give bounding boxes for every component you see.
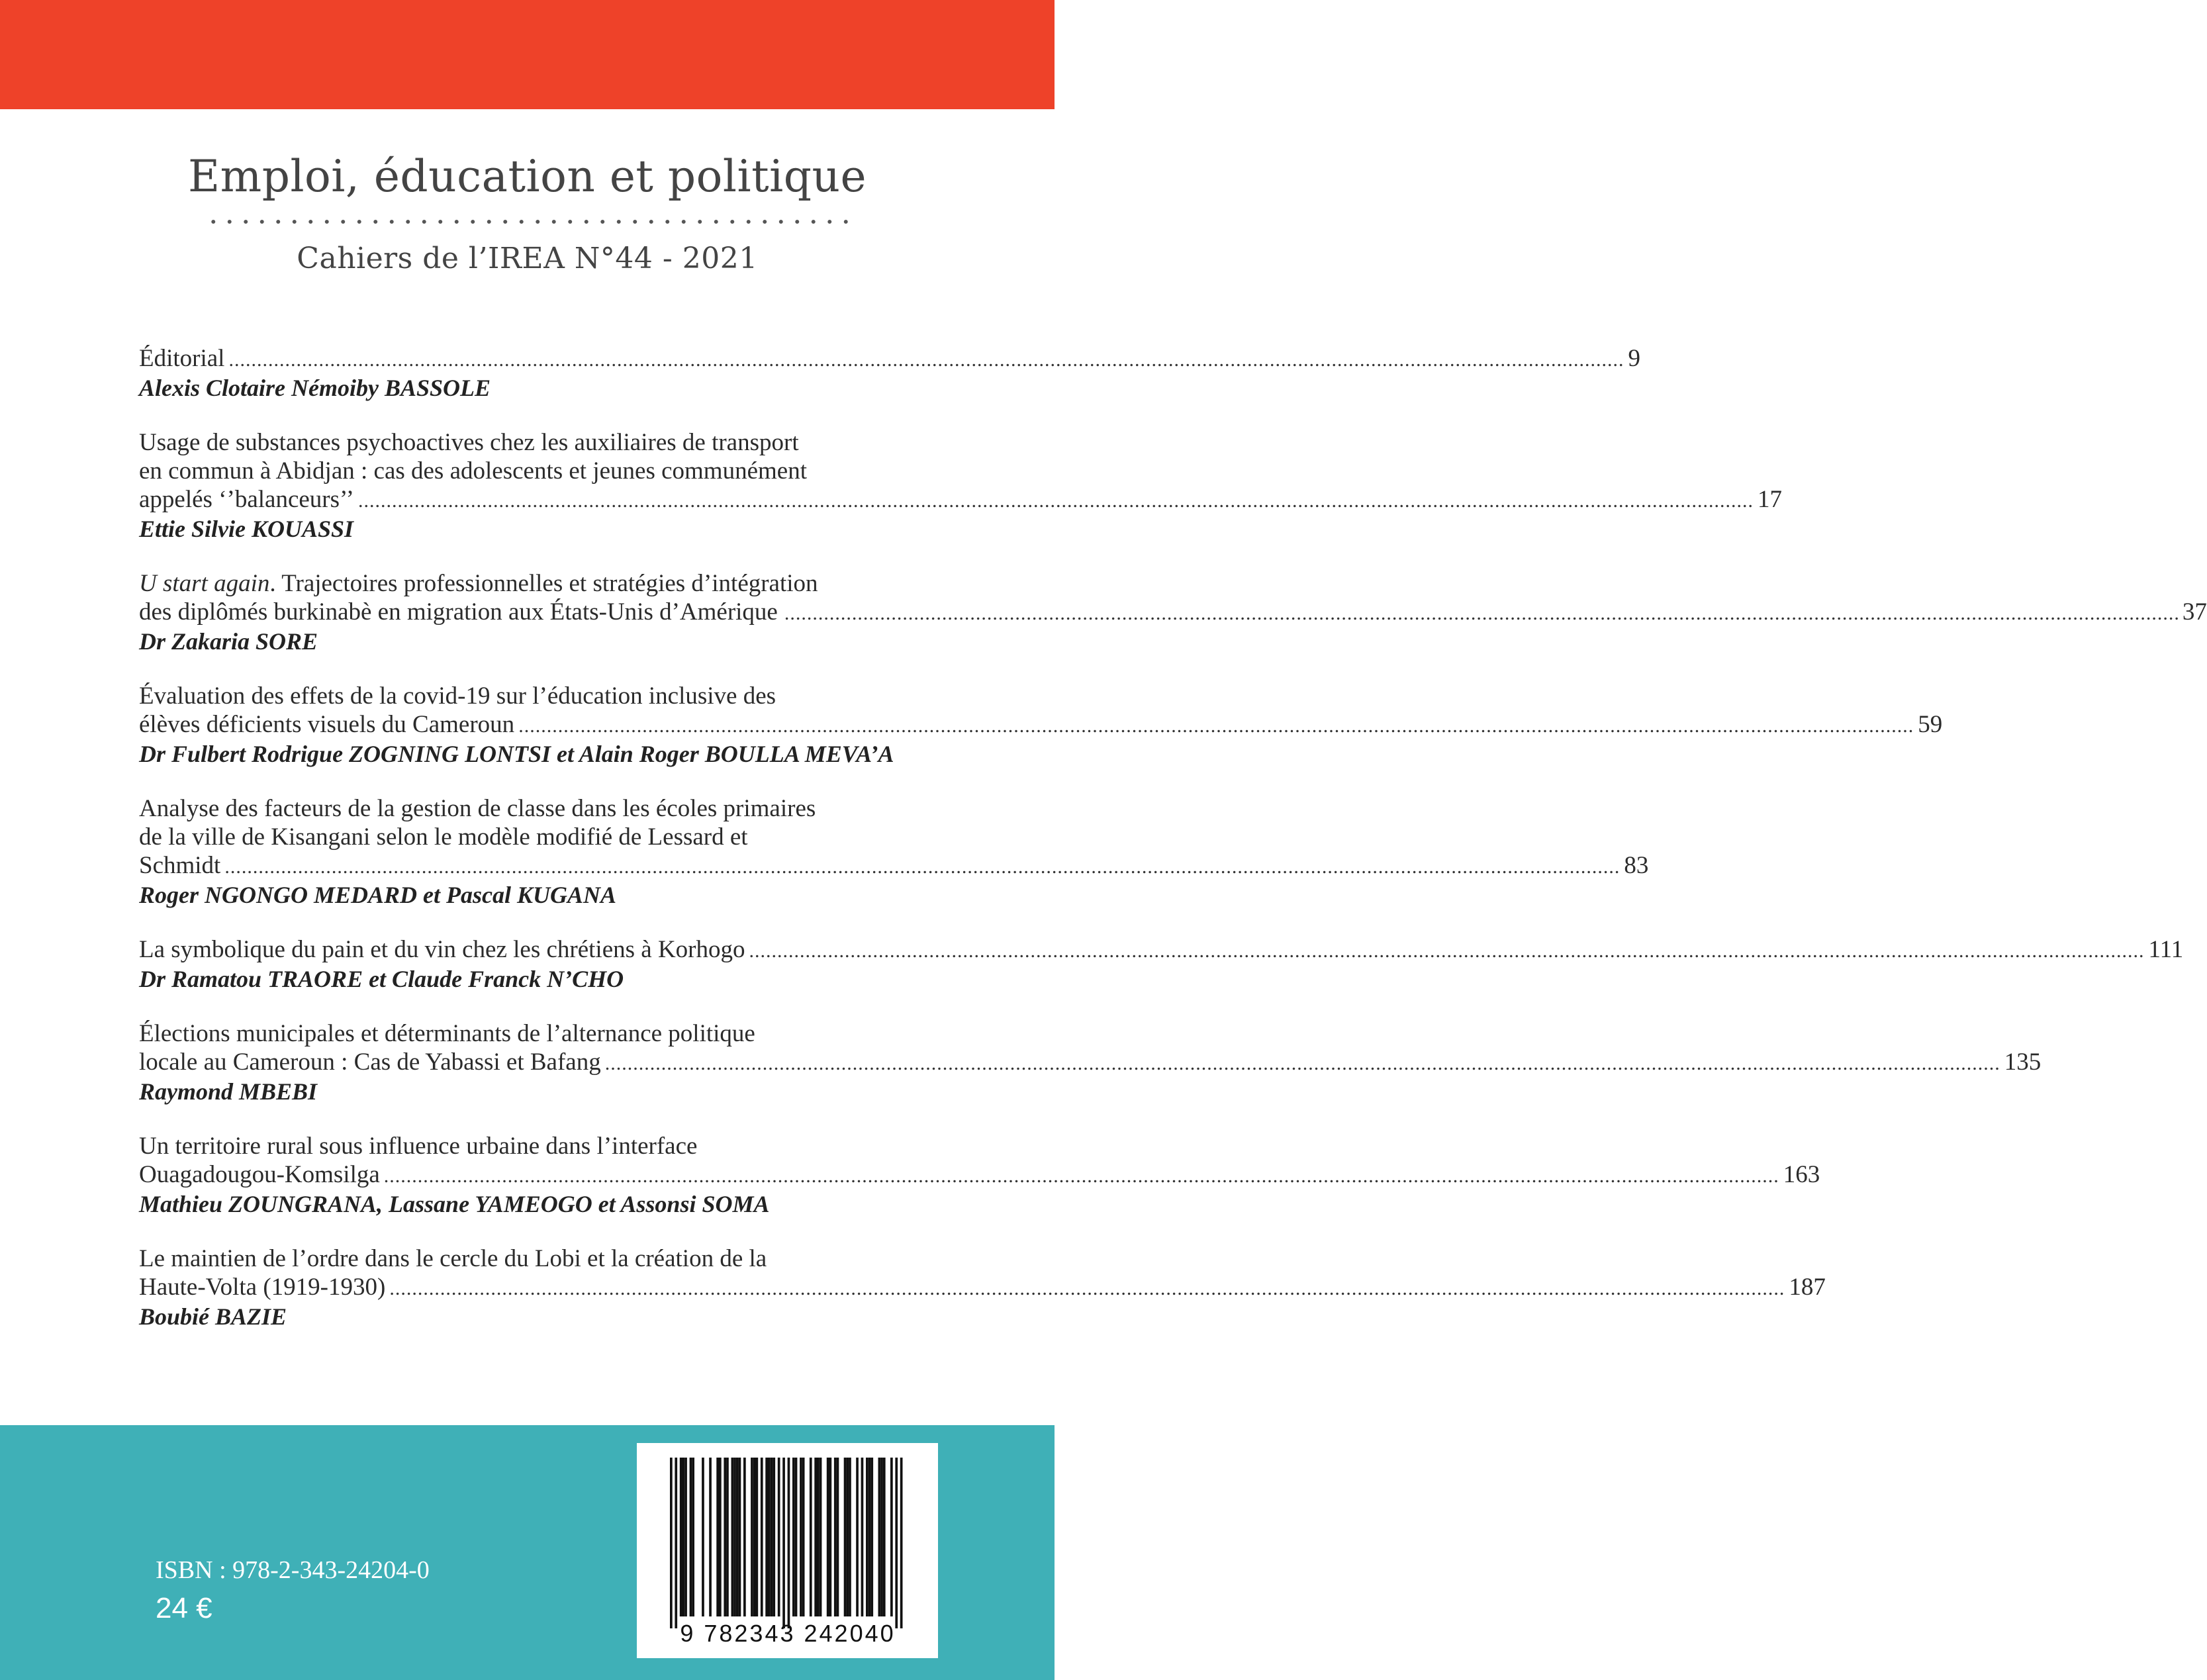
dot-leader [224,853,1620,881]
barcode-bar [866,1458,869,1616]
dotted-divider [205,218,854,225]
toc-entry-title: des diplômés burkinabè en migration aux États-Unis d’Amérique [139,598,778,626]
toc-author: Dr Fulbert Rodrigue ZOGNING LONTSI et Alain Roger BOULLA MEVA’A [139,741,894,767]
barcode-bar [795,1458,798,1616]
dot-leader [358,487,1754,515]
toc-page-number: 59 [1918,711,1943,738]
barcode-bar [810,1458,812,1616]
dot-leader [389,1274,1785,1303]
barcode-graphic [637,1443,938,1658]
price: 24 € [156,1592,212,1624]
dot-leader [518,712,1914,740]
toc-entry-title: Élections municipales et déterminants de l’alternance politique [139,1020,755,1047]
toc-author: Boubié BAZIE [139,1303,287,1330]
toc-page-number: 17 [1757,486,1782,513]
toc-author: Dr Zakaria SORE [139,628,318,655]
barcode-bar [827,1458,829,1616]
toc-entry [139,682,1943,769]
table-of-contents [139,344,2207,1357]
barcode-bar [768,1458,771,1616]
toc-author: Mathieu ZOUNGRANA, Lassane YAMEOGO et Assonsi SOMA [139,1191,770,1217]
barcode-bar [690,1458,692,1616]
dot-leader [749,937,2145,965]
barcode-bar [782,1458,785,1628]
barcode-bar [675,1458,677,1628]
toc-entry [139,935,2184,994]
barcode-bar [792,1458,795,1616]
barcode-bar [788,1458,790,1628]
barcode-bar [800,1458,802,1616]
barcode-bar [870,1458,873,1616]
barcode-bar [880,1458,883,1616]
barcode-bar [883,1458,886,1616]
dot-leader [228,346,1624,374]
barcode-bar [771,1458,773,1616]
toc-entry-title: élèves déficients visuels du Cameroun [139,711,515,738]
barcode-bar [814,1458,817,1616]
barcode-bar [751,1458,753,1616]
barcode-bar [733,1458,736,1616]
barcode-bar [773,1458,775,1616]
barcode-bar [756,1458,759,1616]
toc-entry-title: Évaluation des effets de la covid-19 sur l’éducation inclusive des [139,682,776,710]
barcode-bar [670,1458,673,1628]
book-title: Emploi, éducation et politique [187,151,867,202]
toc-title-rest: . Trajectoires professionnelles et stratégies d’intégration [269,570,818,597]
toc-entry-title: en commun à Abidjan : cas des adolescents et jeunes communément [139,457,807,485]
toc-entry [139,344,1640,402]
barcode-bar [890,1458,893,1616]
barcode-bar [817,1458,820,1616]
toc-entry-title: Haute-Volta (1919-1930) [139,1274,386,1301]
toc-entry-title: Éditorial [139,345,225,372]
barcode-bar [861,1458,864,1616]
dot-leader [605,1049,2000,1078]
toc-page-number: 187 [1789,1274,1826,1301]
barcode-bar [820,1458,822,1616]
barcode-bar [778,1458,780,1616]
toc-entry [139,794,1649,910]
barcode-bar [878,1458,881,1616]
toc-entry-title: appelés ‘’balanceurs’’ [139,486,354,513]
barcode-bar [743,1458,746,1616]
barcode-bar [765,1458,768,1616]
toc-entry-title: Un territoire rural sous influence urbaine dans l’interface [139,1133,698,1160]
toc-entry-title [139,569,907,598]
toc-entry [139,1244,1826,1331]
barcode-bar [739,1458,741,1616]
barcode-bar [726,1458,729,1616]
toc-entry-title: Analyse des facteurs de la gestion de classe dans les écoles primaires [139,795,816,822]
barcode-bar [724,1458,726,1616]
top-color-band [0,0,1055,109]
barcode-bar [900,1458,903,1628]
dot-leader [384,1162,1779,1190]
barcode-bar [680,1458,682,1616]
book-subtitle: Cahiers de l’IREA N°44 - 2021 [297,242,758,275]
barcode-bar [719,1458,722,1616]
toc-entry-title: Le maintien de l’ordre dans le cercle du Lobi et la création de la [139,1245,767,1272]
barcode-bar [682,1458,685,1616]
barcode-bar [709,1458,712,1616]
barcode-bar [834,1458,837,1616]
toc-page-number: 111 [2148,936,2184,963]
barcode-bar [702,1458,704,1616]
barcode-bar [829,1458,832,1616]
toc-entry [139,1019,2042,1106]
barcode-bar [837,1458,839,1616]
toc-entry-title: Usage de substances psychoactives chez les auxiliaires de transport [139,429,799,456]
toc-author: Alexis Clotaire Némoiby BASSOLE [139,375,491,401]
barcode-bar [895,1458,898,1628]
barcode-bar [869,1458,871,1616]
barcode-bar [692,1458,694,1616]
toc-page-number: 135 [2004,1049,2042,1076]
toc-author: Ettie Silvie KOUASSI [139,516,354,542]
barcode-bar [753,1458,756,1616]
toc-author: Dr Ramatou TRAORE et Claude Franck N’CHO [139,966,624,992]
isbn-number: ISBN : 978-2-343-24204-0 [156,1556,430,1584]
barcode-bar [849,1458,851,1616]
barcode-bar [856,1458,859,1616]
toc-entry [139,428,1782,543]
toc-entry-title: Ouagadougou-Komsilga [139,1161,380,1188]
barcode [637,1443,938,1658]
dot-leader [784,599,2180,628]
toc-page-number: 9 [1628,345,1640,372]
toc-entry [139,1132,1820,1219]
toc-entry-title: locale au Cameroun : Cas de Yabassi et Bafang [139,1049,601,1076]
barcode-bar [802,1458,805,1616]
toc-page-number: 163 [1783,1161,1820,1188]
toc-entry [139,569,2207,656]
toc-entry-title: de la ville de Kisangani selon le modèle modifié de Lessard et [139,823,748,851]
italic-title-prefix: U start again [139,570,270,597]
toc-author: Roger NGONGO MEDARD et Pascal KUGANA [139,882,617,908]
barcode-bar [684,1458,687,1616]
toc-author: Raymond MBEBI [139,1078,318,1105]
toc-page-number: 37 [2182,598,2207,626]
barcode-bar [844,1458,847,1616]
barcode-bar [716,1458,719,1616]
barcode-bar [736,1458,739,1616]
barcode-digits: 9 782343 242040 [680,1620,896,1647]
toc-entry-title: Schmidt [139,852,221,879]
barcode-bar [846,1458,849,1616]
barcode-bar [761,1458,763,1616]
toc-entry-title: La symbolique du pain et du vin chez les chrétiens à Korhogo [139,936,745,963]
barcode-bar [731,1458,734,1616]
toc-page-number: 83 [1624,852,1649,879]
